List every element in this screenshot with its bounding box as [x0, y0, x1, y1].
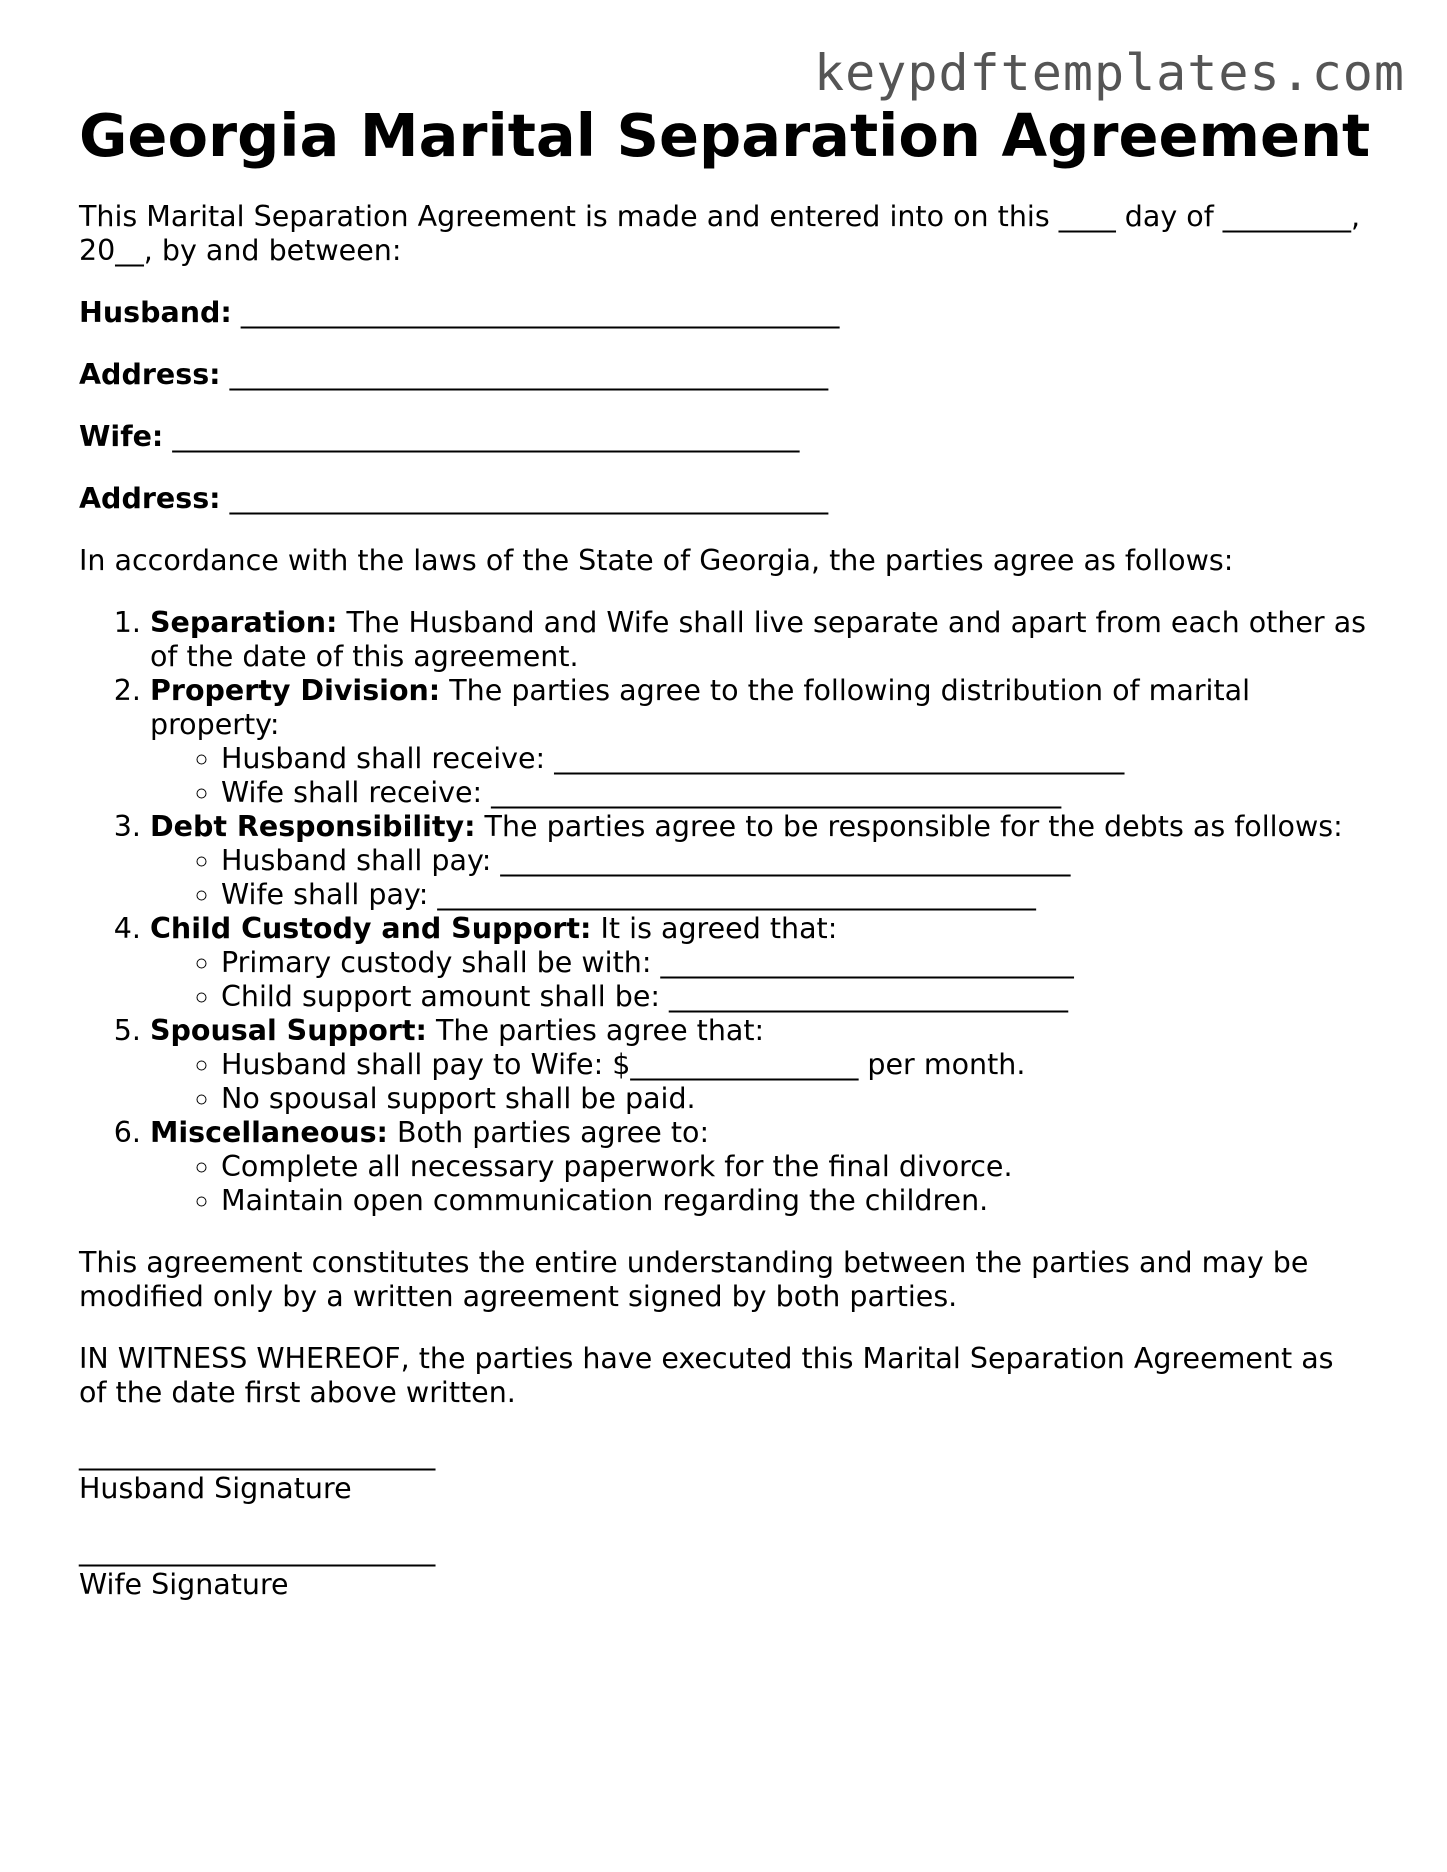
- term-child-custody: [150, 912, 1379, 1014]
- term-text: The parties agree to the following distribution of marital property:: [150, 674, 1251, 741]
- term-separation: [150, 606, 1379, 674]
- husband-signature-block: [79, 1438, 1379, 1506]
- no-spousal-support-item: ◦ No spousal support shall be paid.: [221, 1082, 1379, 1116]
- term-text: It is agreed that:: [591, 912, 838, 945]
- wife-pay-field[interactable]: ◦ Wife shall pay: __________________________________________: [221, 878, 1379, 912]
- wife-address-field[interactable]: [79, 482, 1379, 516]
- term-text: Both parties agree to:: [387, 1116, 710, 1149]
- laws-statement: In accordance with the laws of the State of Georgia, the parties agree as follows:: [79, 544, 1234, 577]
- husband-blank: __________________________________________: [240, 296, 840, 329]
- wife-blank: ____________________________________________: [172, 420, 800, 453]
- term-debt-responsibility: [150, 810, 1379, 912]
- term-spousal-support: [150, 1014, 1379, 1116]
- term-heading: Miscellaneous:: [150, 1116, 388, 1149]
- husband-receive-field[interactable]: ◦ Husband shall receive: ________________________________________: [221, 742, 1379, 776]
- term-subitems: [150, 844, 1379, 912]
- misc-item: ◦ Maintain open communication regarding the children.: [221, 1184, 1379, 1218]
- term-text: The Husband and Wife shall live separate and apart from each other as of the date of this agreement.: [150, 606, 1367, 673]
- misc-item: ◦ Complete all necessary paperwork for the final divorce.: [221, 1150, 1379, 1184]
- child-support-field[interactable]: ◦ Child support amount shall be: ____________________________: [221, 980, 1379, 1014]
- primary-custody-field[interactable]: ◦ Primary custody shall be with: _____________________________: [221, 946, 1379, 980]
- watermark: keypdftemplates.com: [814, 44, 1405, 102]
- term-text: The parties agree to be responsible for the debts as follows:: [475, 810, 1343, 843]
- term-heading: Spousal Support:: [150, 1014, 427, 1047]
- term-subitems: [150, 1150, 1379, 1218]
- term-heading: Property Division:: [150, 674, 441, 707]
- wife-address-label: Address:: [79, 482, 221, 515]
- spousal-amount-field[interactable]: ◦ Husband shall pay to Wife: $________________ per month.: [221, 1048, 1379, 1082]
- term-property-division: [150, 674, 1379, 810]
- term-heading: Child Custody and Support:: [150, 912, 592, 945]
- witness-paragraph: IN WITNESS WHEREOF, the parties have executed this Marital Separation Agreement as of the date first above written.: [79, 1342, 1334, 1409]
- husband-name-field[interactable]: [79, 296, 1379, 330]
- term-heading: Debt Responsibility:: [150, 810, 476, 843]
- husband-signature-label: Husband Signature: [79, 1472, 352, 1505]
- wife-address-blank: __________________________________________: [229, 482, 829, 515]
- term-text: The parties agree that:: [426, 1014, 765, 1047]
- term-subitems: [150, 946, 1379, 1014]
- document-page: [79, 96, 1379, 1602]
- term-subitems: [150, 742, 1379, 810]
- term-heading: Separation:: [150, 606, 338, 639]
- husband-signature-line[interactable]: _________________________: [79, 1438, 436, 1471]
- document-title: Georgia Marital Separation Agreement: [79, 101, 1371, 170]
- terms-list: [79, 606, 1379, 1218]
- husband-address-label: Address:: [79, 358, 221, 391]
- husband-address-blank: __________________________________________: [229, 358, 829, 391]
- husband-pay-field[interactable]: ◦ Husband shall pay: ________________________________________: [221, 844, 1379, 878]
- husband-address-field[interactable]: [79, 358, 1379, 392]
- wife-label: Wife:: [79, 420, 164, 453]
- wife-receive-field[interactable]: ◦ Wife shall receive: ________________________________________: [221, 776, 1379, 810]
- wife-signature-block: [79, 1534, 1379, 1602]
- intro-paragraph: This Marital Separation Agreement is made and entered into on this ____ day of _________, 20__, by and between:: [79, 200, 1361, 267]
- husband-label: Husband:: [79, 296, 232, 329]
- wife-signature-label: Wife Signature: [79, 1568, 289, 1601]
- wife-name-field[interactable]: [79, 420, 1379, 454]
- wife-signature-line[interactable]: _________________________: [79, 1534, 436, 1567]
- term-subitems: [150, 1048, 1379, 1116]
- term-miscellaneous: [150, 1116, 1379, 1218]
- closing-paragraph: This agreement constitutes the entire understanding between the parties and may be modified only by a written agreement signed by both parties.: [79, 1246, 1309, 1313]
